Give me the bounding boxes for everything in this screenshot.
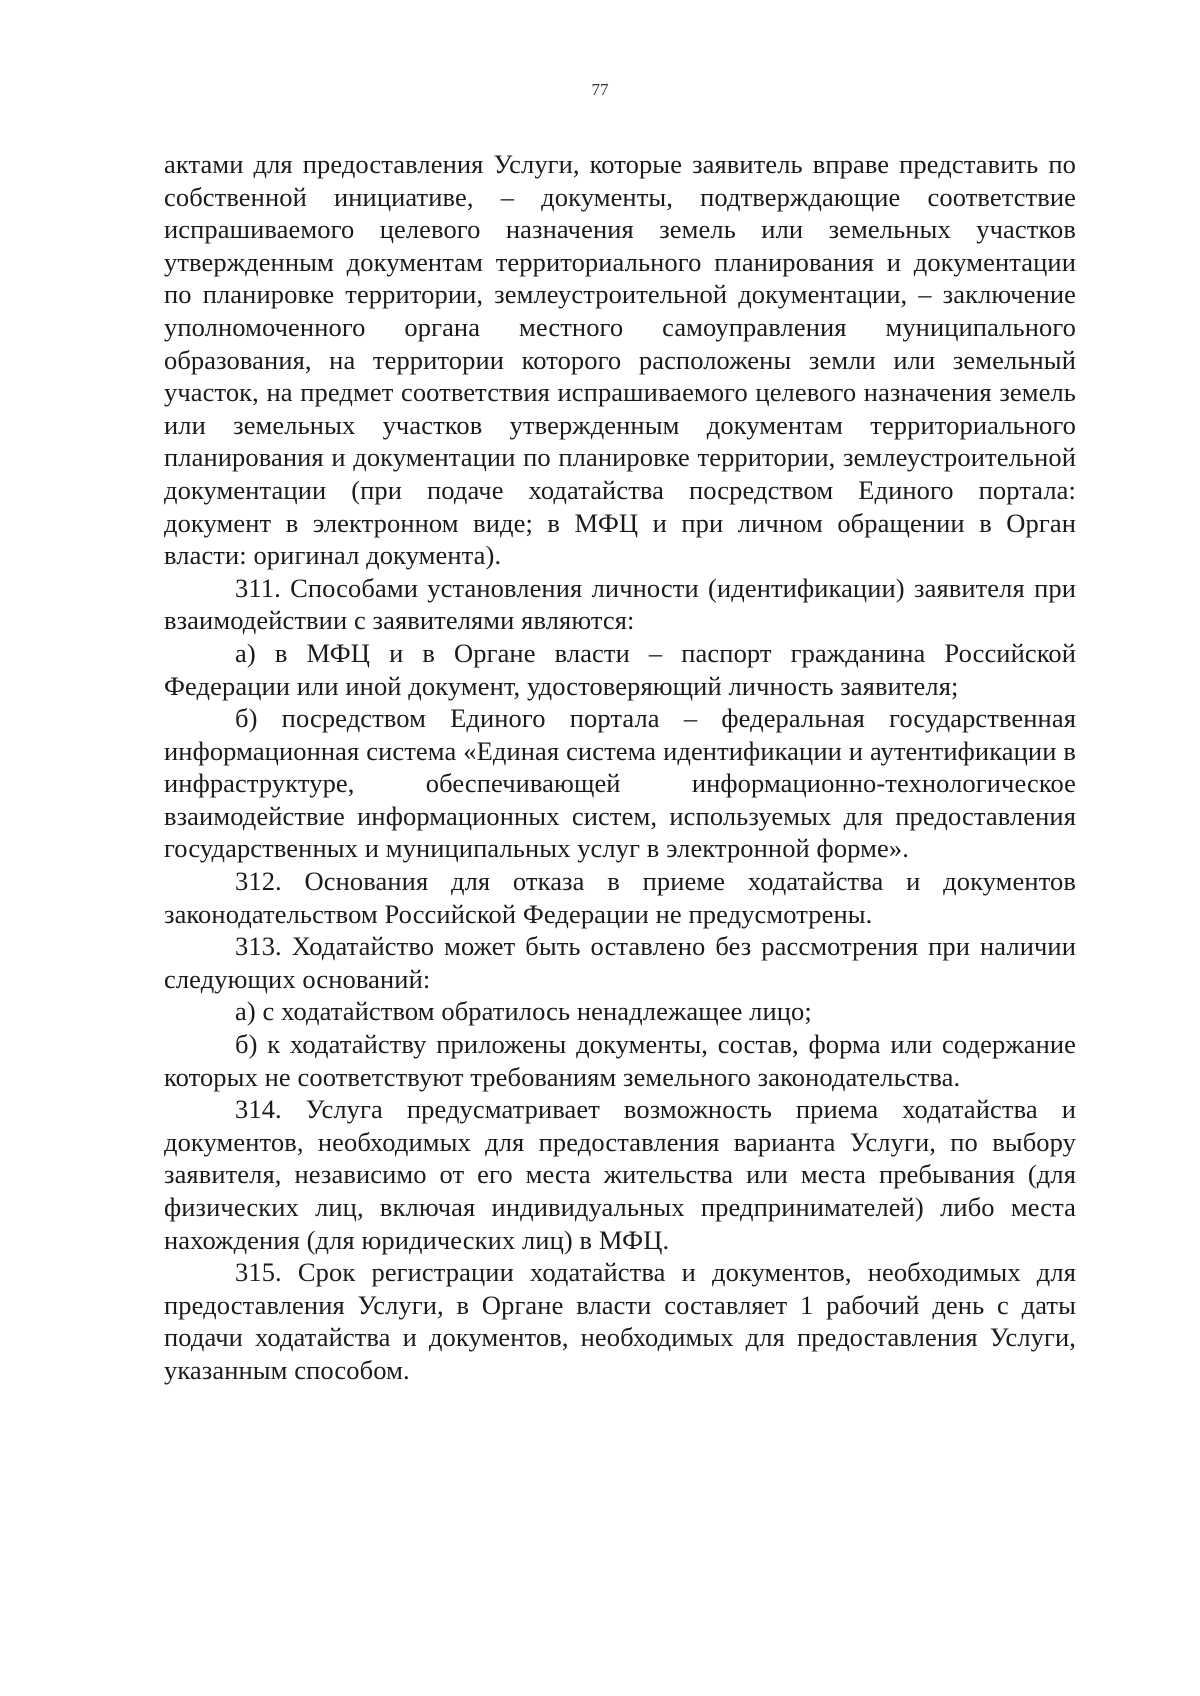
paragraph-313-a: а) с ходатайством обратилось ненадлежащее лицо; bbox=[235, 996, 812, 1027]
page-number: 77 bbox=[591, 80, 609, 99]
paragraph-continuation: актами для предоставления Услуги, которые заявитель вправе представить по собственной инициативе, – документы, подтверждающие соответствие испрашиваемого целевого назначения земель или земельных участков утвержденным документам территориального планирования и документации по планировке территории, землеустроительной документации, – заключение уполномоченного органа местного самоуправления муниципального образования, на территории которого расположены земли или земельный участок, на предмет соответствия испрашиваемого целевого назначения земель или земельных участков утвержденным документам территориального планирования и документации по планировке территории, землеустроительной документации (при подаче ходатайства посредством Единого портала: документ в электронном виде; в МФЦ и при личном обращении в Орган власти: оригинал документа). bbox=[164, 149, 1076, 571]
paragraph-312: 312. Основания для отказа в приеме ходатайства и документов законодательством Российской Федерации не предусмотрены. bbox=[164, 866, 1076, 929]
paragraph-313: 313. Ходатайство может быть оставлено без рассмотрения при наличии следующих оснований: bbox=[164, 931, 1076, 994]
paragraph-313-b: б) к ходатайству приложены документы, состав, форма или содержание которых не соответствуют требованиям земельного законодательства. bbox=[164, 1029, 1076, 1092]
paragraph-314: 314. Услуга предусматривает возможность приема ходатайства и документов, необходимых для предоставления варианта Услуги, по выбору заявителя, независимо от его места жительства или места пребывания (для физических лиц, включая индивидуальных предпринимателей) либо места нахождения (для юридических лиц) в МФЦ. bbox=[164, 1094, 1076, 1255]
paragraph-311-b: б) посредством Единого портала – федеральная государственная информационная система «Единая система идентификации и аутентификации в инфраструктуре, обеспечивающей информационно-технологическое взаимодействие информационных систем, используемых для предоставления государственных и муниципальных услуг в электронной форме». bbox=[164, 703, 1076, 864]
paragraph-315: 315. Срок регистрации ходатайства и документов, необходимых для предоставления Услуги, в Органе власти составляет 1 рабочий день с даты подачи ходатайства и документов, необходимых для предоставления Услуги, указанным способом. bbox=[164, 1257, 1076, 1385]
paragraph-311: 311. Способами установления личности (идентификации) заявителя при взаимодействии с заявителями являются: bbox=[164, 572, 1076, 636]
document-body bbox=[164, 148, 1076, 1387]
paragraph-311-a: а) в МФЦ и в Органе власти – паспорт гражданина Российской Федерации или иной документ, удостоверяющий личность заявителя; bbox=[164, 637, 1076, 701]
